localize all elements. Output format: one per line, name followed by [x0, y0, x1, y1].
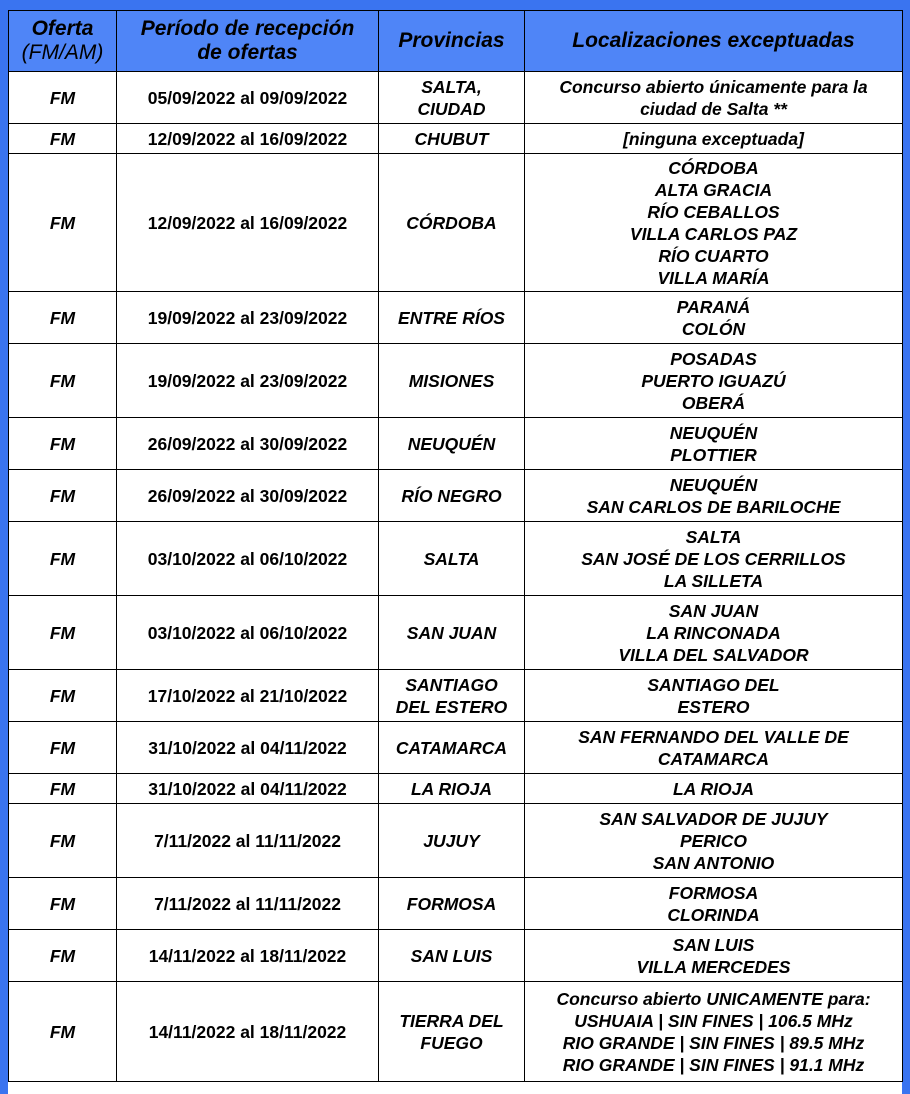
provincia-line: CATAMARCA: [395, 737, 508, 758]
cell-oferta: FM: [9, 72, 117, 124]
header-provincias: Provincias: [379, 11, 525, 72]
cell-localizaciones: [525, 722, 903, 774]
localizacion-line: PERICO: [679, 830, 748, 851]
cell-oferta: FM: [9, 878, 117, 930]
table-row: [9, 470, 903, 522]
provincia-line: MISIONES: [408, 370, 495, 391]
header-row: [9, 11, 903, 72]
table-row: [9, 418, 903, 470]
localizacion-line: VILLA CARLOS PAZ: [629, 223, 798, 244]
cell-periodo: 7/11/2022 al 11/11/2022: [117, 878, 379, 930]
localizacion-line: Concurso abierto UNICAMENTE para:: [556, 988, 871, 1009]
localizacion-line: SAN JUAN: [668, 600, 759, 621]
table-row: [9, 522, 903, 596]
cell-localizaciones: [525, 930, 903, 982]
table-row: [9, 344, 903, 418]
cell-oferta: FM: [9, 154, 117, 292]
localizacion-line: [ninguna exceptuada]: [623, 128, 804, 149]
cell-provincia: [379, 804, 525, 878]
cell-oferta: FM: [9, 982, 117, 1082]
cell-oferta: FM: [9, 418, 117, 470]
localizacion-line: VILLA DEL SALVADOR: [618, 644, 809, 665]
cell-provincia: [379, 522, 525, 596]
cell-periodo: 26/09/2022 al 30/09/2022: [117, 418, 379, 470]
cell-localizaciones: [525, 344, 903, 418]
provincia-line: SANTIAGO: [405, 674, 498, 695]
localizacion-line: CÓRDOBA: [668, 157, 759, 178]
cell-provincia: [379, 930, 525, 982]
cell-oferta: FM: [9, 804, 117, 878]
table-row: [9, 774, 903, 804]
provincia-line: DEL ESTERO: [395, 696, 508, 717]
cell-periodo: 05/09/2022 al 09/09/2022: [117, 72, 379, 124]
provincia-line: RÍO NEGRO: [401, 485, 502, 506]
localizacion-line: PUERTO IGUAZÚ: [641, 370, 786, 391]
table-row: [9, 982, 903, 1082]
localizacion-line: SAN SALVADOR DE JUJUY: [599, 808, 828, 829]
localizacion-line: RIO GRANDE | SIN FINES | 91.1 MHz: [562, 1054, 865, 1075]
localizacion-line: VILLA MERCEDES: [636, 956, 791, 977]
cell-provincia: [379, 670, 525, 722]
cell-oferta: FM: [9, 722, 117, 774]
table-row: [9, 670, 903, 722]
cell-localizaciones: [525, 774, 903, 804]
cell-localizaciones: [525, 292, 903, 344]
concursos-table: [8, 10, 903, 1082]
localizacion-line: LA SILLETA: [663, 570, 764, 591]
localizacion-line: NEUQUÉN: [669, 422, 758, 443]
cell-periodo: 12/09/2022 al 16/09/2022: [117, 154, 379, 292]
cell-periodo: 17/10/2022 al 21/10/2022: [117, 670, 379, 722]
cell-periodo: 31/10/2022 al 04/11/2022: [117, 774, 379, 804]
cell-oferta: FM: [9, 344, 117, 418]
localizacion-line: SANTIAGO DEL: [647, 674, 780, 695]
provincia-line: SAN JUAN: [406, 622, 497, 643]
cell-periodo: 03/10/2022 al 06/10/2022: [117, 596, 379, 670]
localizacion-line: RÍO CEBALLOS: [647, 201, 780, 222]
localizacion-line: ESTERO: [677, 696, 750, 717]
cell-oferta: FM: [9, 596, 117, 670]
cell-provincia: [379, 418, 525, 470]
localizacion-line: PARANÁ: [676, 296, 751, 317]
localizacion-line: POSADAS: [670, 348, 757, 369]
cell-localizaciones: [525, 670, 903, 722]
cell-localizaciones: [525, 72, 903, 124]
cell-localizaciones: [525, 522, 903, 596]
provincia-line: CHUBUT: [414, 128, 489, 149]
provincia-line: FORMOSA: [406, 893, 497, 914]
localizacion-line: ALTA GRACIA: [654, 179, 773, 200]
table-row: [9, 804, 903, 878]
table-row: [9, 722, 903, 774]
table-body: [9, 72, 903, 1082]
localizacion-line: PLOTTIER: [670, 444, 757, 465]
cell-periodo: 7/11/2022 al 11/11/2022: [117, 804, 379, 878]
localizacion-line: NEUQUÉN: [669, 474, 758, 495]
header-periodo-line2: de ofertas: [197, 41, 298, 64]
localizacion-line: SAN ANTONIO: [652, 852, 775, 873]
cell-provincia: [379, 124, 525, 154]
cell-localizaciones: [525, 470, 903, 522]
cell-oferta: FM: [9, 522, 117, 596]
provincia-line: SALTA: [423, 548, 480, 569]
cell-periodo: 19/09/2022 al 23/09/2022: [117, 344, 379, 418]
localizacion-line: SAN CARLOS DE BARILOCHE: [586, 496, 841, 517]
cell-oferta: FM: [9, 774, 117, 804]
localizacion-line: SAN LUIS: [672, 934, 755, 955]
localizacion-line: ciudad de Salta **: [640, 98, 787, 119]
cell-oferta: FM: [9, 470, 117, 522]
provincia-line: TIERRA DEL: [399, 1010, 504, 1031]
localizacion-line: SALTA: [685, 526, 742, 547]
provincia-line: FUEGO: [420, 1032, 483, 1053]
cell-provincia: [379, 154, 525, 292]
cell-localizaciones: [525, 124, 903, 154]
cell-periodo: 03/10/2022 al 06/10/2022: [117, 522, 379, 596]
header-oferta-line2: (FM/AM): [21, 41, 104, 64]
header-oferta: [9, 11, 117, 72]
cell-oferta: FM: [9, 930, 117, 982]
localizacion-line: Concurso abierto únicamente para la: [559, 76, 868, 97]
header-periodo: [117, 11, 379, 72]
cell-periodo: 14/11/2022 al 18/11/2022: [117, 930, 379, 982]
localizacion-line: RÍO CUARTO: [658, 245, 769, 266]
localizacion-line: LA RIOJA: [672, 778, 755, 799]
cell-provincia: [379, 722, 525, 774]
localizacion-line: COLÓN: [681, 318, 746, 339]
provincia-line: SALTA,: [421, 76, 482, 97]
localizacion-line: CLORINDA: [667, 904, 760, 925]
provincia-line: SAN LUIS: [410, 945, 493, 966]
cell-periodo: 12/09/2022 al 16/09/2022: [117, 124, 379, 154]
localizacion-line: LA RINCONADA: [646, 622, 781, 643]
localizacion-line: OBERÁ: [681, 392, 746, 413]
cell-provincia: [379, 72, 525, 124]
cell-provincia: [379, 470, 525, 522]
localizacion-line: RIO GRANDE | SIN FINES | 89.5 MHz: [562, 1032, 865, 1053]
table-row: [9, 878, 903, 930]
localizacion-line: CATAMARCA: [657, 748, 770, 769]
cell-localizaciones: [525, 804, 903, 878]
cell-localizaciones: [525, 596, 903, 670]
cell-provincia: [379, 292, 525, 344]
provincia-line: JUJUY: [423, 830, 480, 851]
cell-provincia: [379, 878, 525, 930]
provincia-line: CIUDAD: [417, 98, 486, 119]
cell-localizaciones: [525, 982, 903, 1082]
localizacion-line: SAN JOSÉ DE LOS CERRILLOS: [581, 548, 846, 569]
provincia-line: LA RIOJA: [410, 778, 493, 799]
localizacion-line: VILLA MARÍA: [657, 267, 770, 288]
cell-provincia: [379, 596, 525, 670]
header-oferta-line1: Oferta: [31, 17, 94, 40]
cell-localizaciones: [525, 418, 903, 470]
provincia-line: NEUQUÉN: [407, 433, 496, 454]
table-row: [9, 154, 903, 292]
table-row: [9, 72, 903, 124]
table-row: [9, 124, 903, 154]
cell-provincia: [379, 344, 525, 418]
table-row: [9, 596, 903, 670]
cell-provincia: [379, 774, 525, 804]
provincia-line: CÓRDOBA: [406, 212, 497, 233]
cell-localizaciones: [525, 154, 903, 292]
cell-localizaciones: [525, 878, 903, 930]
localizacion-line: FORMOSA: [668, 882, 759, 903]
cell-oferta: FM: [9, 124, 117, 154]
localizacion-line: USHUAIA | SIN FINES | 106.5 MHz: [574, 1010, 853, 1031]
header-periodo-line1: Período de recepción: [140, 17, 355, 40]
cell-periodo: 26/09/2022 al 30/09/2022: [117, 470, 379, 522]
header-localizaciones: Localizaciones exceptuadas: [525, 11, 903, 72]
localizacion-line: SAN FERNANDO DEL VALLE DE: [578, 726, 849, 747]
provincia-line: ENTRE RÍOS: [398, 307, 505, 328]
table-row: [9, 292, 903, 344]
cell-oferta: FM: [9, 670, 117, 722]
table-row: [9, 930, 903, 982]
cell-oferta: FM: [9, 292, 117, 344]
cell-provincia: [379, 982, 525, 1082]
cell-periodo: 14/11/2022 al 18/11/2022: [117, 982, 379, 1082]
cell-periodo: 19/09/2022 al 23/09/2022: [117, 292, 379, 344]
cell-periodo: 31/10/2022 al 04/11/2022: [117, 722, 379, 774]
